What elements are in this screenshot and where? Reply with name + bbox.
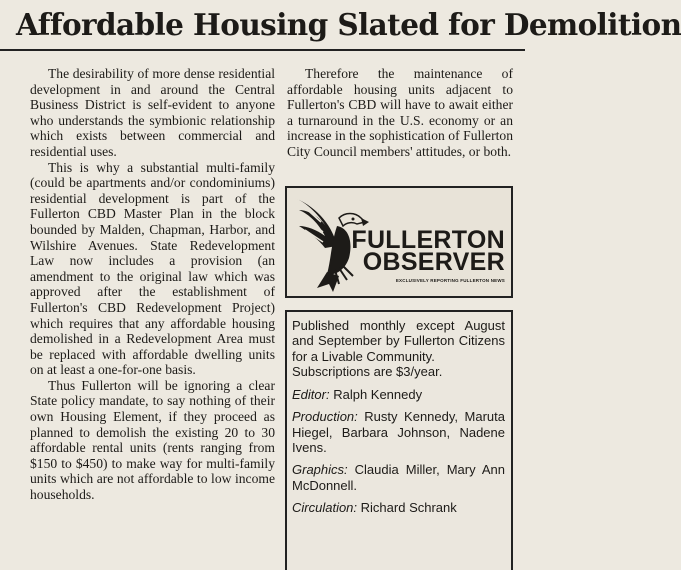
masthead-title-line2: OBSERVER [362, 248, 505, 276]
article-paragraph-2: This is why a substantial multi-family (could be apartments and/or condominiums) residential development is part of the Fullerton CBD Master Plan in the block bounded by Malden, Chapman, Harbor, and Wilshire Avenues. State Redevelopment Law now includes a provision (an amendment to the original law which was approved after the establishment of Fullerton's CBD Redevelopment Project) which requires that any affordable housing demolished in a Redevelopment Area must be replaced with affordable dwelling units on at least a one-for-one basis. [30, 159, 275, 378]
headline: Affordable Housing Slated for Demolition [16, 7, 681, 42]
article-column-right [287, 66, 513, 160]
masthead-title-line1: FULLERTON [351, 226, 505, 254]
circulation-credit [292, 500, 511, 515]
publication-note [292, 318, 511, 379]
article-paragraph-4: Therefore the maintenance of affordable housing units adjacent to Fullerton's CBD will have to await either a turnaround in the U.S. economy or an increase in the sophistication of Fullerton City Council members' attitudes, or both. [287, 66, 513, 159]
article-column-left [30, 66, 275, 503]
article-paragraph-1: The desirability of more dense residential development in and around the Central Business District is self-evident to anyone who understands the symbionic relationship which exists between commercial and residential uses. [30, 66, 275, 159]
article-paragraph-3: Thus Fullerton will be ignoring a clear State policy mandate, to say nothing of their own Housing Element, if they proceed as planned to demolish the existing 20 to 30 affordable rental units (rents ranging from $150 to $450) to make way for multi-family units which are not affordable to low income households. [30, 377, 275, 503]
production-label: Production: [292, 409, 358, 425]
headline-rule [0, 49, 525, 51]
editor-credit [292, 387, 511, 402]
observer-masthead [285, 186, 513, 298]
graphics-label: Graphics: [292, 462, 348, 478]
editor-name: Ralph Kennedy [333, 387, 423, 403]
graphics-names: Claudia Miller, Mary Ann McDonnell. [292, 462, 505, 493]
production-names: Rusty Kennedy, Maruta Hiegel, Barbara Johnson, Nadene Ivens. [292, 409, 505, 456]
circulation-names: Richard Schrank [360, 499, 457, 515]
graphics-credit [292, 462, 511, 493]
masthead-tagline: EXCLUSIVELY REPORTING FULLERTON NEWS [395, 278, 505, 283]
circulation-label: Circulation: [292, 499, 358, 515]
subscription-text: Subscriptions are $3/year. [292, 363, 443, 379]
publication-text: Published monthly except August and September by Fullerton Citizens for a Livable Community. [292, 318, 505, 364]
editor-label: Editor: [292, 387, 330, 403]
production-credit [292, 409, 511, 455]
publication-info-box [285, 310, 513, 570]
